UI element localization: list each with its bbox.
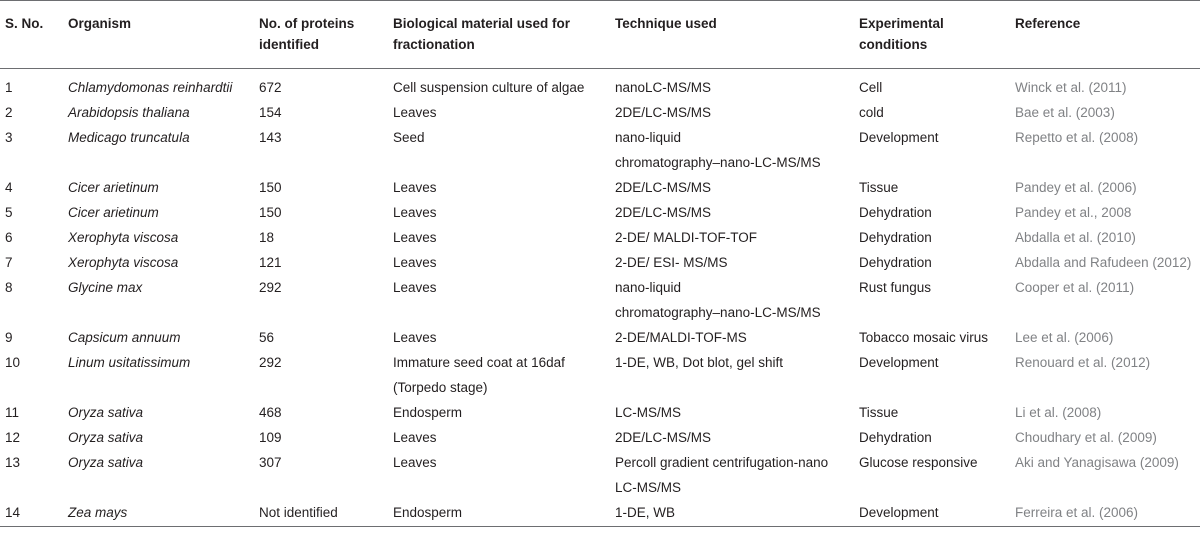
cell-technique: 2DE/LC-MS/MS [615,205,712,220]
cell-organism: Glycine max [68,280,143,295]
cell-technique: 2DE/LC-MS/MS [615,180,712,195]
cell-technique: 2-DE/ ESI- MS/MS [615,255,728,270]
cell-reference: Cooper et al. (2011) [1015,280,1135,295]
cell-material: Leaves [393,280,437,295]
cell-proteins: 468 [259,405,282,420]
cell-material: Leaves [393,430,437,445]
header-conditions-line: Experimental [859,16,944,31]
cell-reference: Renouard et al. (2012) [1015,355,1151,370]
header-sno-line: S. No. [5,16,44,31]
cell-sno: 13 [5,455,21,470]
cell-material: Endosperm [393,505,463,520]
header-technique-line: Technique used [615,16,717,31]
cell-reference: Abdalla et al. (2010) [1015,230,1136,245]
cell-organism: Oryza sativa [68,455,144,470]
cell-proteins: 150 [259,205,282,220]
cell-organism: Xerophyta viscosa [68,255,179,270]
table-row [0,425,1200,450]
table-row [0,500,1200,525]
cell-material: Leaves [393,180,437,195]
cell-technique: 2DE/LC-MS/MS [615,430,712,445]
cell-conditions: cold [859,105,884,120]
cell-organism: Oryza sativa [68,405,144,420]
cell-sno: 8 [5,280,13,295]
header-proteins-line: No. of proteins [259,16,355,31]
cell-technique: chromatography–nano-LC-MS/MS [615,155,821,170]
cell-technique: 2-DE/MALDI-TOF-MS [615,330,747,345]
cell-sno: 11 [5,405,20,420]
cell-technique: nano-liquid [615,130,682,145]
table-row [0,100,1200,125]
cell-proteins: 150 [259,180,282,195]
cell-conditions: Rust fungus [859,280,932,295]
cell-reference: Bae et al. (2003) [1015,105,1115,120]
cell-conditions: Tissue [859,405,899,420]
cell-technique: LC-MS/MS [615,405,682,420]
cell-material: Leaves [393,205,437,220]
cell-sno: 7 [5,255,13,270]
cell-reference: Aki and Yanagisawa (2009) [1015,455,1179,470]
cell-organism: Arabidopsis thaliana [68,105,190,120]
table-row [0,200,1200,225]
cell-technique: 2-DE/ MALDI-TOF-TOF [615,230,758,245]
cell-proteins: 109 [259,430,282,445]
cell-sno: 9 [5,330,13,345]
cell-sno: 5 [5,205,13,220]
cell-organism: Chlamydomonas reinhardtii [68,80,233,95]
cell-sno: 6 [5,230,13,245]
header-proteins-line: identified [259,37,319,52]
cell-proteins: 154 [259,105,282,120]
cell-organism: Zea mays [68,505,128,520]
cell-reference: Ferreira et al. (2006) [1015,505,1139,520]
cell-conditions: Dehydration [859,255,932,270]
cell-reference: Winck et al. (2011) [1015,80,1127,95]
table-row [0,325,1200,350]
header-proteins [259,13,354,55]
table-header-rule [0,68,1200,69]
table-top-rule [0,0,1200,1]
cell-organism: Oryza sativa [68,430,144,445]
cell-material: Leaves [393,330,437,345]
cell-organism: Capsicum annuum [68,330,181,345]
table-bottom-rule [0,526,1200,527]
cell-proteins: 143 [259,130,282,145]
cell-reference: Abdalla and Rafudeen (2012) [1015,255,1192,270]
header-conditions-line: conditions [859,37,928,52]
header-material-line: fractionation [393,37,475,52]
cell-conditions: Dehydration [859,430,932,445]
cell-material: (Torpedo stage) [393,380,488,395]
table-row [0,125,1200,175]
table-row [0,275,1200,325]
header-reference-line: Reference [1015,16,1081,31]
cell-technique: 1-DE, WB, Dot blot, gel shift [615,355,784,370]
cell-technique: 1-DE, WB [615,505,676,520]
cell-technique: 2DE/LC-MS/MS [615,105,712,120]
cell-organism: Medicago truncatula [68,130,190,145]
cell-conditions: Cell [859,80,883,95]
cell-reference: Repetto et al. (2008) [1015,130,1139,145]
cell-organism: Linum usitatissimum [68,355,191,370]
cell-material: Leaves [393,455,437,470]
cell-sno: 4 [5,180,13,195]
cell-conditions: Dehydration [859,230,932,245]
header-conditions [859,13,944,55]
table-row [0,250,1200,275]
cell-conditions: Tissue [859,180,899,195]
header-reference [1015,13,1080,34]
table-row [0,175,1200,200]
table-row [0,400,1200,425]
cell-proteins: 56 [259,330,275,345]
cell-reference: Choudhary et al. (2009) [1015,430,1157,445]
cell-sno: 12 [5,430,21,445]
cell-material: Leaves [393,105,437,120]
cell-reference: Li et al. (2008) [1015,405,1102,420]
cell-material: Leaves [393,230,437,245]
cell-material: Leaves [393,255,437,270]
table-row [0,225,1200,250]
table-row [0,450,1200,500]
table-row [0,75,1200,100]
cell-sno: 3 [5,130,13,145]
cell-proteins: 18 [259,230,275,245]
cell-organism: Cicer arietinum [68,180,159,195]
cell-proteins: 672 [259,80,282,95]
header-organism [68,13,131,34]
cell-conditions: Development [859,505,939,520]
cell-technique: LC-MS/MS [615,480,682,495]
cell-reference: Pandey et al., 2008 [1015,205,1132,220]
cell-reference: Pandey et al. (2006) [1015,180,1137,195]
cell-material: Immature seed coat at 16daf [393,355,565,370]
cell-material: Seed [393,130,425,145]
cell-conditions: Development [859,130,939,145]
cell-material: Cell suspension culture of algae [393,80,585,95]
cell-proteins: 292 [259,280,282,295]
cell-technique: nano-liquid [615,280,682,295]
cell-technique: nanoLC-MS/MS [615,80,712,95]
cell-proteins: Not identified [259,505,338,520]
cell-material: Endosperm [393,405,463,420]
cell-technique: chromatography–nano-LC-MS/MS [615,305,821,320]
header-technique [615,13,717,34]
header-sno [5,13,43,34]
cell-proteins: 121 [259,255,282,270]
table-row [0,350,1200,400]
cell-sno: 1 [5,80,13,95]
header-material [393,13,570,55]
cell-organism: Cicer arietinum [68,205,159,220]
cell-organism: Xerophyta viscosa [68,230,179,245]
cell-proteins: 307 [259,455,282,470]
cell-conditions: Development [859,355,939,370]
cell-conditions: Glucose responsive [859,455,978,470]
cell-conditions: Dehydration [859,205,932,220]
cell-technique: Percoll gradient centrifugation-nano [615,455,829,470]
cell-sno: 2 [5,105,13,120]
cell-sno: 10 [5,355,21,370]
cell-conditions: Tobacco mosaic virus [859,330,989,345]
cell-sno: 14 [5,505,21,520]
cell-proteins: 292 [259,355,282,370]
header-material-line: Biological material used for [393,16,571,31]
cell-reference: Lee et al. (2006) [1015,330,1114,345]
header-organism-line: Organism [68,16,132,31]
